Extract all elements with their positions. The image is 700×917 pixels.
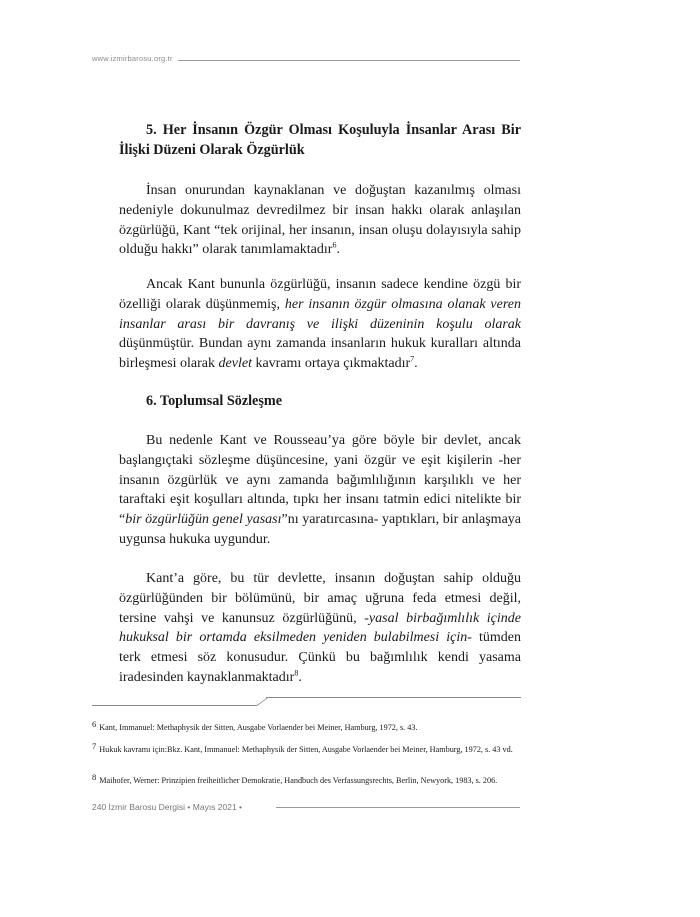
footnote-separator-slant bbox=[257, 697, 268, 706]
paragraph-text: ”nı yaratırcasına- yaptıkları, bir anlaşmaya uygunsa hukuka uygundur. bbox=[119, 512, 521, 547]
footnote-ref[interactable]: 7 bbox=[410, 354, 415, 364]
section-5-paragraph-2 bbox=[119, 275, 521, 374]
paragraph-text: - tümden terk etmesi söz konusudur. Çünkü bu bağımlılık kendi yasama iradesinden kaynaklanmaktadır bbox=[119, 630, 521, 685]
page-footer: 240 İzmir Barosu Dergisi • Mayıs 2021 • bbox=[92, 802, 243, 812]
footnote-text: Maihofer, Werner: Prinzipien freiheitlicher Demokratie, Handbuch des Verfassungsrechts, Berlin, Newyork, 1983, s. 206. bbox=[99, 776, 498, 785]
section-5 bbox=[119, 120, 521, 160]
header-rule bbox=[178, 60, 520, 61]
section-5-title: 5. Her İnsanın Özgür Olması Koşuluyla İnsanlar Arası Bir İlişki Düzeni Olarak Özgürlük bbox=[119, 122, 521, 158]
paragraph-text-end: . bbox=[414, 356, 418, 372]
footer-rule bbox=[276, 807, 520, 808]
footnote-ref[interactable]: 8 bbox=[294, 668, 299, 678]
section-5-paragraph-1 bbox=[119, 181, 521, 260]
paragraph-text: Bu nedenle Kant ve Rousseau’ya göre böyle bir devlet, ancak başlangıçtaki sözleşme düşüncesine, yani özgür ve eşit kişilerin -her insanın özgürlük ve aynı zamanda bağımlılığının karşılıklı ve her taraftaki eşit koşulları altında, tıpkı her insanı tatmin edici nitelikte bir “ bbox=[119, 433, 521, 528]
footnote-number: 7 bbox=[92, 741, 97, 751]
paragraph-text: düşünmüştür. Bundan aynı zamanda insanların hukuk kuralları altında birleşmesi olarak bbox=[119, 336, 521, 372]
footnote-separator-left bbox=[92, 705, 257, 706]
footnote-number: 6 bbox=[92, 719, 97, 729]
footnote-number: 8 bbox=[92, 772, 97, 782]
footnote-item bbox=[92, 718, 520, 735]
section-6-paragraph-1 bbox=[119, 431, 521, 550]
paragraph-italic: bir özgürlüğün genel yasası bbox=[125, 512, 282, 528]
footnote-ref[interactable]: 6 bbox=[332, 240, 337, 250]
paragraph-text-end: . bbox=[336, 242, 340, 258]
paragraph-text: Kant’a göre, bu tür devlette, insanın doğuştan sahip olduğu özgürlüğünden bir bölümünü, bir amaç uğruna feda etmesi değil, tersine vahşi ve kanunsuz özgürlüğünü, - bbox=[119, 571, 521, 626]
footnote-text: Kant, Immanuel: Methaphysik der Sitten, Ausgabe Vorlaender bei Meiner, Hamburg, 1972, s. 43. bbox=[99, 723, 418, 732]
header-url: www.izmirbarosu.org.tr bbox=[92, 54, 173, 63]
footnote-item bbox=[92, 740, 520, 757]
footnote-item bbox=[92, 771, 520, 788]
footnote-text: Hukuk kavramı için:Bkz. Kant, Immanuel: Methaphysik der Sitten, Ausgabe Vorlaender bei Meiner, Hamburg, 1972, s. 43 vd. bbox=[99, 745, 513, 754]
paragraph-italic: yasal birbağımlılık içinde hukuksal bir ortamda eksilmeden yeniden bulabilmesi için bbox=[119, 610, 522, 646]
footnote-separator-right bbox=[266, 697, 521, 698]
paragraph-text: kavramı ortaya çıkmaktadır bbox=[251, 356, 411, 372]
section-6-paragraph-2 bbox=[119, 569, 521, 688]
paragraph-text: İnsan onurundan kaynaklanan ve doğuştan kazanılmış olması nedeniyle dokunulmaz devredilmez bir insan hakkı olarak anlaşılan özgürlüğü, Kant “tek orijinal, her insanın, insan oluşu dolayısıyla sahip olduğu hakkı” olarak tanımlamaktadır bbox=[119, 183, 521, 258]
paragraph-italic: her insanın özgür olmasına olanak veren insanlar arası bir davranış ve ilişki düzeninin koşulu olarak bbox=[119, 296, 521, 332]
paragraph-text: Ancak Kant bununla özgürlüğü, insanın sadece kendine özgü bir özelliği olarak düşünmemiş, bbox=[119, 277, 521, 312]
section-6-title: 6. Toplumsal Sözleşme bbox=[146, 393, 282, 409]
section-6 bbox=[119, 391, 521, 411]
paragraph-italic: devlet bbox=[218, 356, 252, 372]
paragraph-text-end: . bbox=[298, 669, 302, 685]
